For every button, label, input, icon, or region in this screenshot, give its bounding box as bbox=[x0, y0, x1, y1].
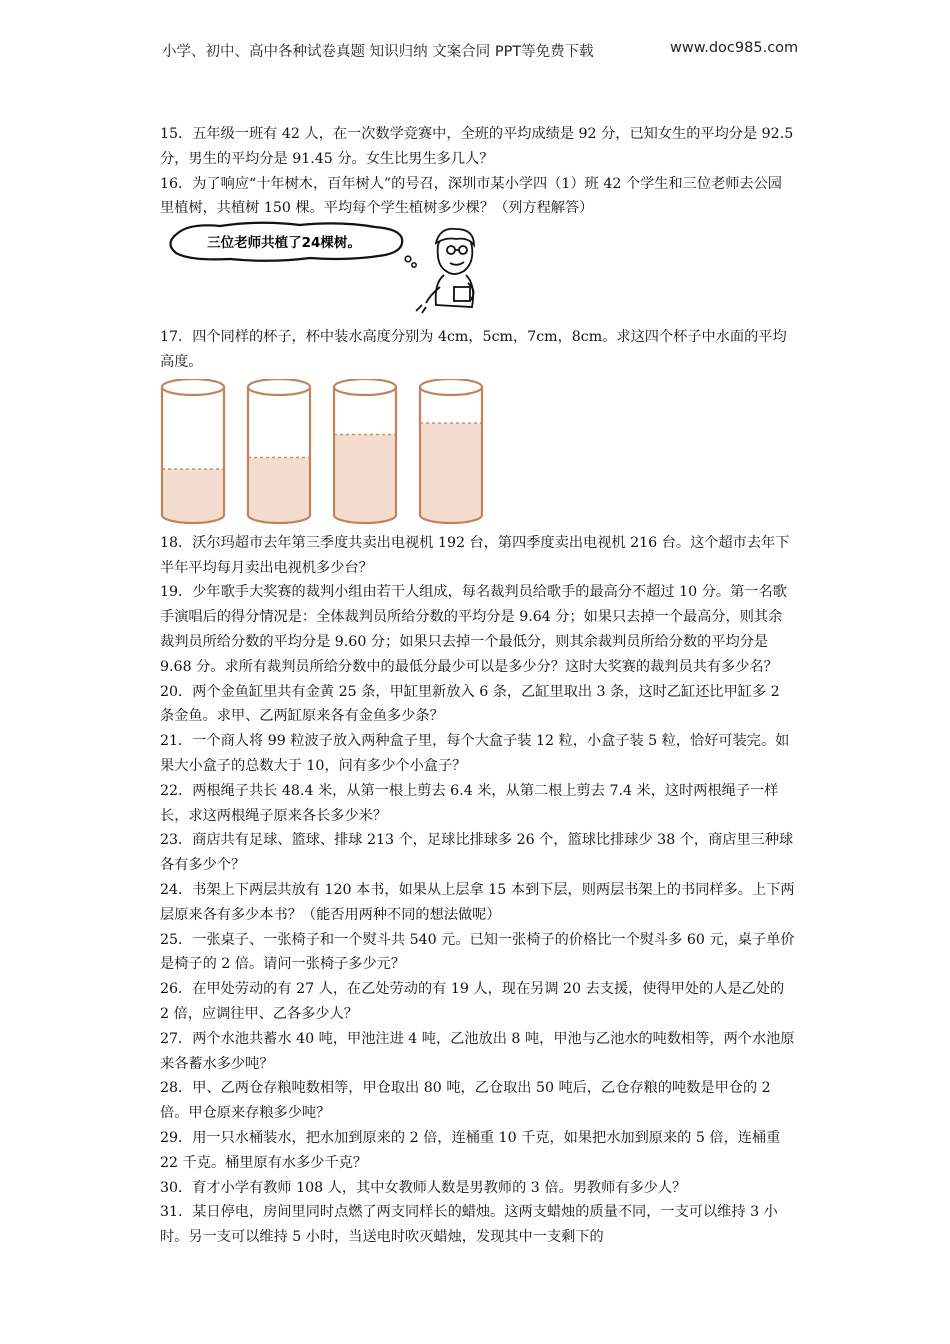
cup-rim bbox=[162, 379, 224, 395]
question-24: 24．书架上下两层共放有 120 本书，如果从上层拿 15 本到下层，则两层书架上的书同样多。上下两层原来各有多少本书？（能否用两种不同的想法做呢） bbox=[160, 881, 795, 923]
question-27: 27．两个水池共蓄水 40 吨，甲池注进 4 吨，乙池放出 8 吨，甲池与乙池水的吨数相等，两个水池原来各蓄水多少吨？ bbox=[160, 1030, 795, 1072]
question-list bbox=[160, 122, 796, 1250]
cup-water bbox=[162, 469, 224, 523]
speech-text: 三位老师共植了24棵树。 bbox=[207, 235, 361, 252]
question-21: 21．一个商人将 99 粒波子放入两种盒子里，每个大盒子装 12 粒，小盒子装 5 粒，恰好可装完。如果大小盒子的总数大于 10，问有多少个小盒子？ bbox=[160, 733, 790, 774]
cup bbox=[162, 379, 224, 523]
question-19: 19．少年歌手大奖赛的裁判小组由若干人组成，每名裁判员给歌手的最高分不超过 10 分。第一名歌手演唱后的得分情况是：全体裁判员所给分数的平均分是 9.64 分；如果只去掉一个最高分，则其余裁判员所给分数的平均分是 9.60 分；如果只去掉一个最低分，则其余裁判员所给分数的平均分是 9.68 分。求所有裁判员所给分数中的最低分最少可以是多少分？这时大奖赛的裁判员共有多少名？ bbox=[160, 584, 787, 675]
header-site-link[interactable]: www.doc985.com bbox=[670, 40, 799, 56]
question-31: 31．某日停电，房间里同时点燃了两支同样长的蜡烛。这两支蜡烛的质量不同，一支可以维持 3 小时。另一支可以维持 5 小时，当送电时吹灭蜡烛，发现其中一支剩下的 bbox=[160, 1204, 778, 1246]
question-18: 18．沃尔玛超市去年第三季度共卖出电视机 192 台，第四季度卖出电视机 216 台。这个超市去年下半年平均每月卖出电视机多少台？ bbox=[160, 534, 790, 576]
question-28: 28．甲、乙两仓存粮吨数相等，甲仓取出 80 吨，乙仓取出 50 吨后，乙仓存粮的吨数是甲仓的 2 倍。甲仓原来存粮多少吨？ bbox=[160, 1080, 771, 1122]
cup bbox=[334, 379, 396, 523]
teacher-figure bbox=[416, 229, 474, 313]
question-17: 17．四个同样的杯子，杯中装水高度分别为 4cm，5cm，7cm，8cm。求这四个杯子中水面的平均高度。 bbox=[160, 329, 787, 370]
cup-water bbox=[334, 434, 396, 523]
cup bbox=[420, 379, 482, 523]
cup-rim bbox=[420, 379, 482, 395]
cup bbox=[248, 379, 310, 523]
question-30: 30．育才小学有教师 108 人，其中女教师人数是男教师的 3 倍。男教师有多少人？ bbox=[160, 1179, 687, 1196]
cup-water bbox=[420, 423, 482, 523]
question-29: 29．用一只水桶装水，把水加到原来的 2 倍，连桶重 10 千克，如果把水加到原来的 5 倍，连桶重 22 千克。桶里原有水多少千克？ bbox=[160, 1129, 781, 1171]
question-22: 22．两根绳子共长 48.4 米，从第一根上剪去 6.4 米，从第二根上剪去 7.4 米，这时两根绳子一样长，求这两根绳子原来各长多少米？ bbox=[160, 782, 779, 824]
header-text: 小学、初中、高中各种试卷真题 知识归纳 文案合同 PPT等免费下载 bbox=[162, 44, 594, 60]
question-23: 23．商店共有足球、篮球、排球 213 个，足球比排球多 26 个，篮球比排球少 38 个，商店里三种球各有多少个？ bbox=[160, 832, 794, 874]
question-15: 15．五年级一班有 42 人，在一次数学竞赛中，全班的平均成绩是 92 分，已知女生的平均分是 92.5 分，男生的平均分是 91.45 分。女生比男生多几人？ bbox=[160, 126, 794, 167]
question-20: 20．两个金鱼缸里共有金黄 25 条，甲缸里新放入 6 条，乙缸里取出 3 条，这时乙缸还比甲缸多 2 条金鱼。求甲、乙两缸原来各有金鱼多少条？ bbox=[160, 683, 780, 725]
teacher-cartoon-svg bbox=[160, 221, 796, 325]
question-16: 16．为了响应“十年树木，百年树人”的号召，深圳市某小学四（1）班 42 个学生和三位老师去公园里植树，共植树 150 棵。平均每个学生植树多少棵？（列方程解答） bbox=[160, 175, 782, 217]
teacher-cartoon-figure bbox=[160, 221, 796, 325]
page-header bbox=[162, 40, 802, 61]
cup-water bbox=[248, 457, 310, 522]
question-25: 25．一张桌子、一张椅子和一个熨斗共 540 元。已知一张椅子的价格比一个熨斗多 60 元，桌子单价是椅子的 2 倍。请问一张椅子多少元？ bbox=[160, 931, 795, 973]
cup-rim bbox=[334, 379, 396, 395]
bubble-dot bbox=[405, 256, 411, 262]
cups-svg bbox=[160, 379, 796, 525]
cup-rim bbox=[248, 379, 310, 395]
cups-figure bbox=[160, 379, 796, 525]
question-26: 26．在甲处劳动的有 27 人，在乙处劳动的有 19 人，现在另调 20 去支援，使得甲处的人是乙处的 2 倍，应调往甲、乙各多少人？ bbox=[160, 981, 785, 1022]
bubble-dot bbox=[412, 263, 416, 267]
